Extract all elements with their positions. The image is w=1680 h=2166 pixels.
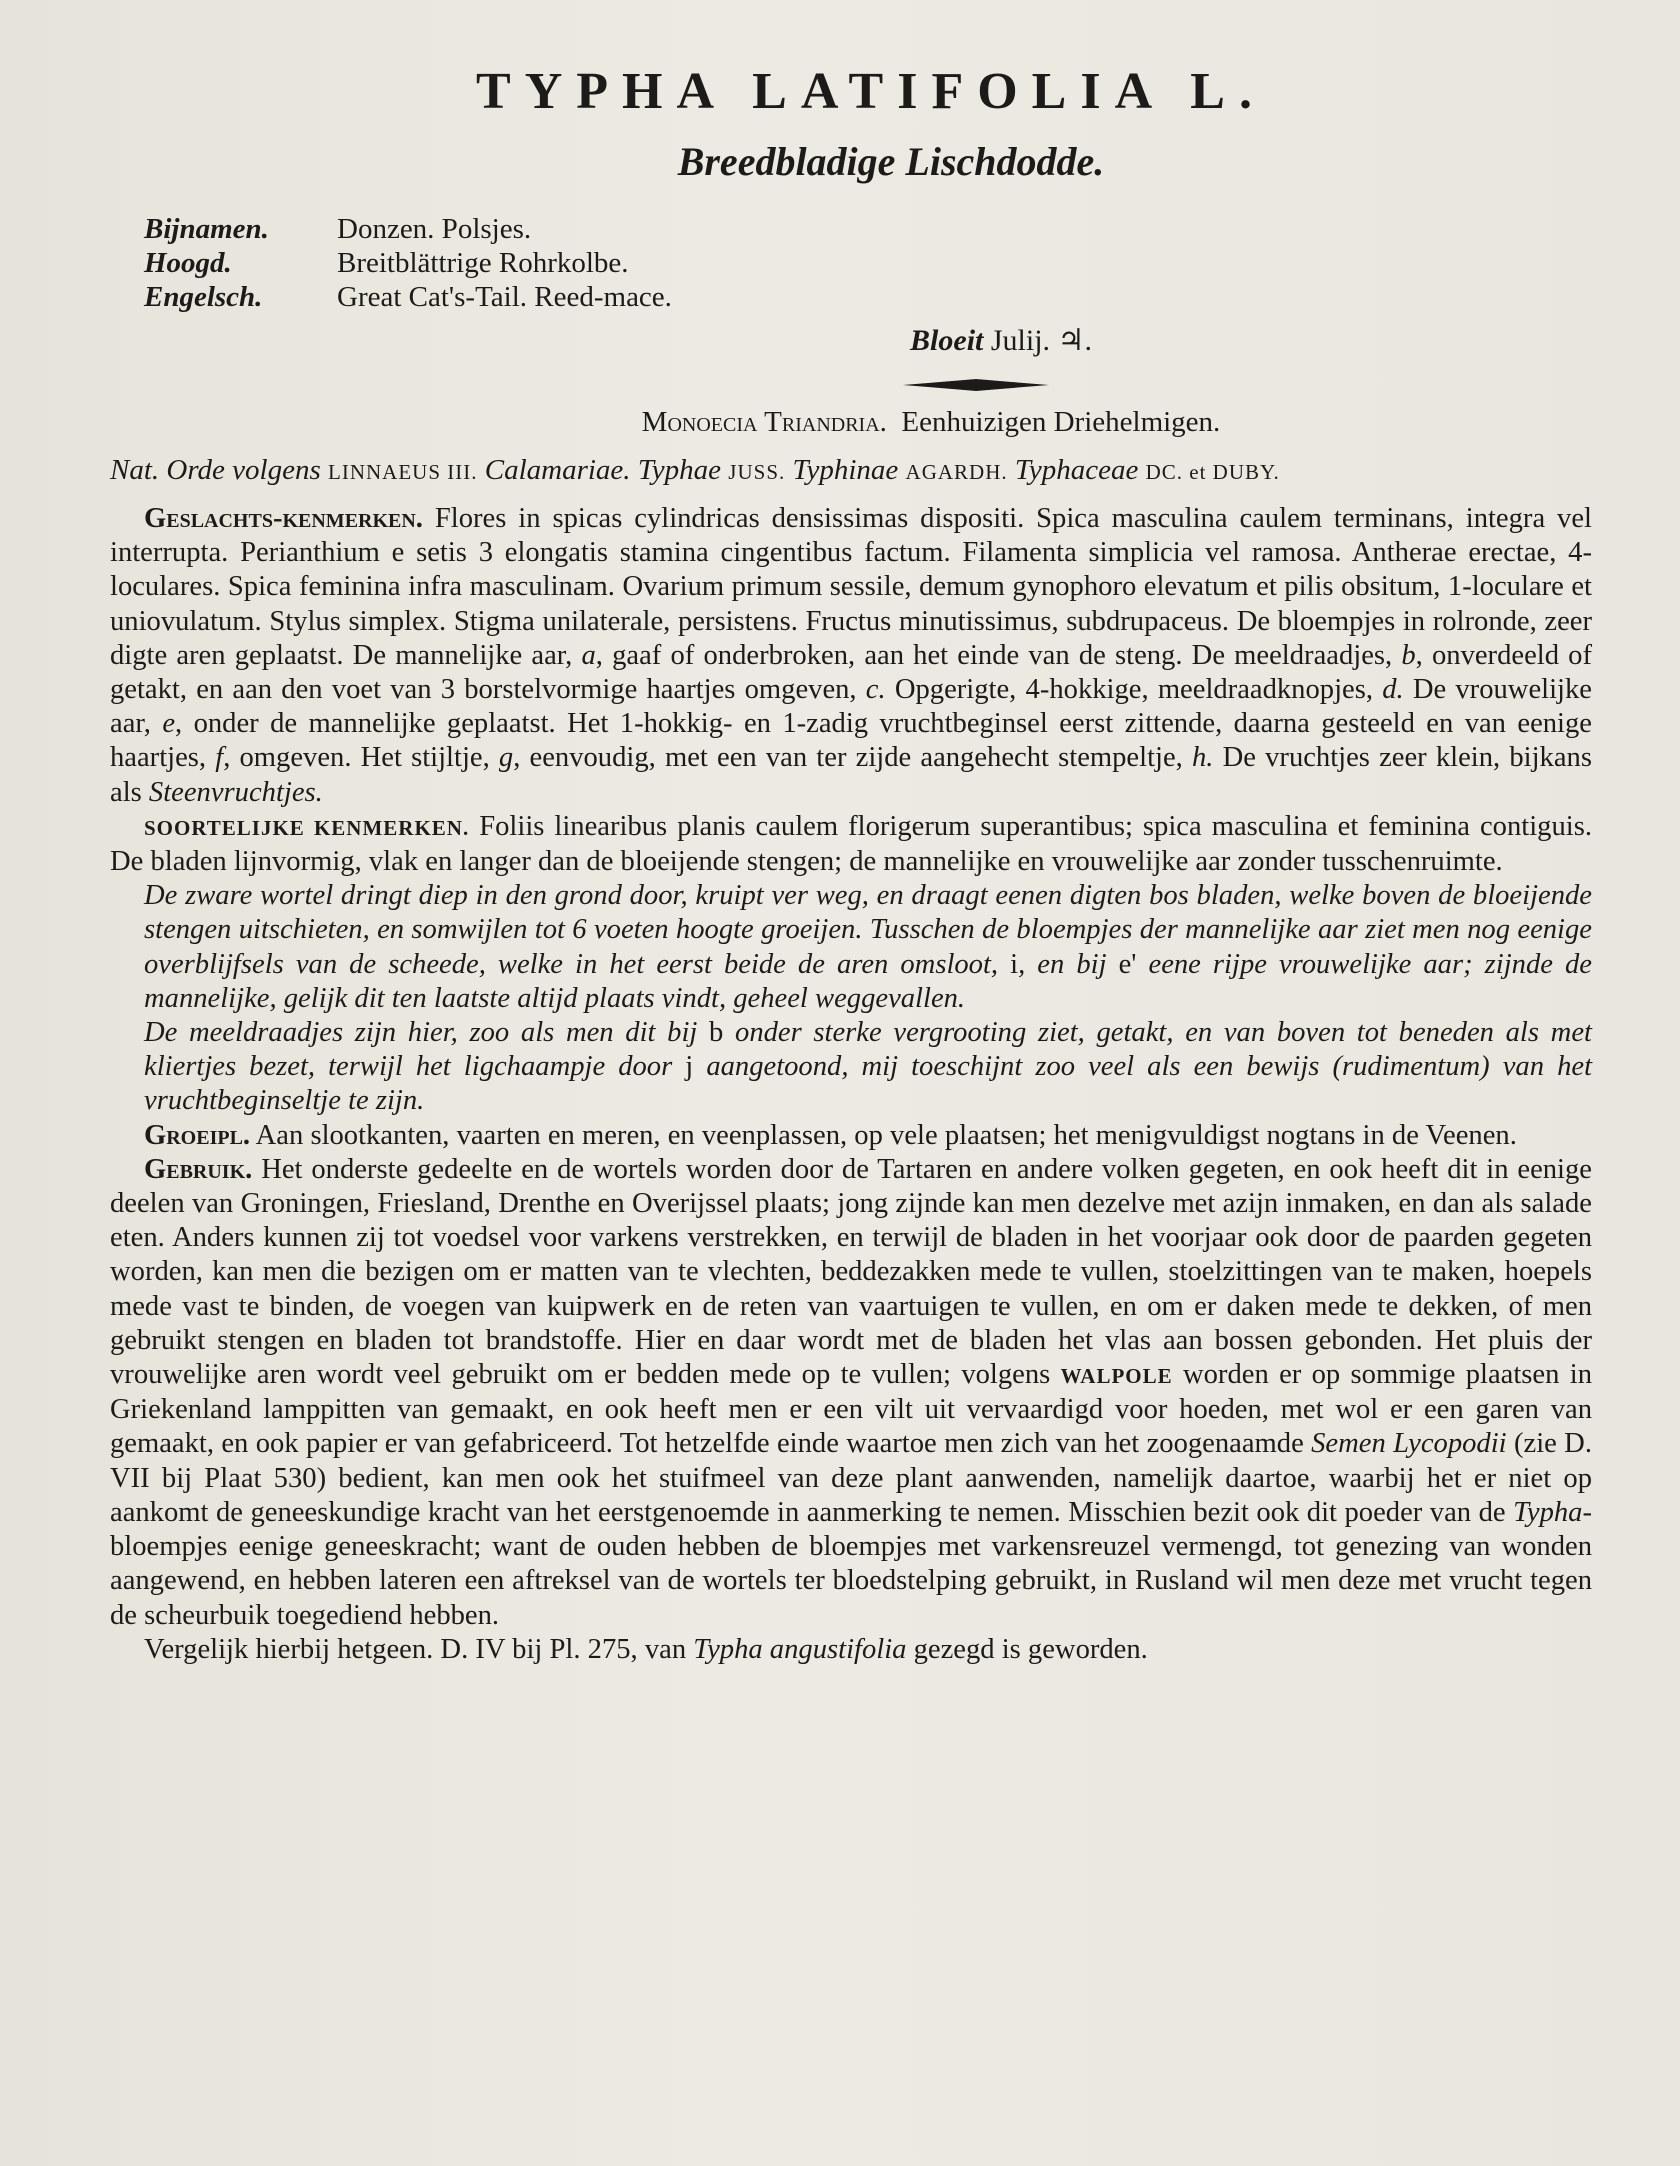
term: Typha angustifolia <box>693 1633 907 1665</box>
natural-order <box>110 450 1592 492</box>
text-run: , en bij <box>1018 948 1107 980</box>
page-subtitle: Breedbladige Lischdodde. <box>677 139 1105 184</box>
figure-ref: h. <box>1191 742 1214 774</box>
text-run: onder sterke vergrooting ziet, getakt, en van boven tot beneden als met kliertjes bezet, terwijl het ligchaampje door <box>144 1017 1592 1083</box>
text-run: (zie D. VII bij Plaat 530) bedient, kan men ook het stuifmeel van deze plant aanwenden, namelijk daartoe, waarbij het er niet op aankomt de geneeskundige kracht van het eerstgenoemde in aanmerking te nemen. Misschien bezit ook dit poeder van de <box>110 1428 1592 1528</box>
text-run: De vrouwelijke aar, <box>110 674 1592 740</box>
text-run: De vruchtjes zeer klein, bijkans als <box>110 742 1592 808</box>
page-title: TYPHA LATIFOLIA L. <box>476 63 1266 120</box>
flowering-label: Bloeit <box>910 324 984 357</box>
figure-ref: b <box>1401 639 1416 671</box>
name-value: Donzen. Polsjes. <box>337 213 532 245</box>
flowering <box>110 322 1592 360</box>
figure-ref: i <box>1010 948 1019 980</box>
text-run: aangetoond, mij toeschijnt zoo veel als een bewijs (rudimentum) van het vruchtbeginseltje te zijn. <box>144 1051 1593 1117</box>
name-value: Breitblättrige Rohrkolbe. <box>337 247 629 279</box>
name-value: Great Cat's-Tail. Reed-mace. <box>337 281 672 313</box>
taxon: Typhinae <box>792 454 899 486</box>
figure-ref: d. <box>1382 674 1404 706</box>
nat-order-prefix: Nat. Orde volgens <box>110 454 321 486</box>
figure-ref: e' <box>1118 948 1137 980</box>
habitat <box>110 1119 1592 1153</box>
species-characters <box>110 810 1592 879</box>
name-label: Engelsch. <box>144 281 263 313</box>
vernacular-names <box>144 212 1592 314</box>
figure-ref: c. <box>865 674 886 706</box>
figure-ref: j <box>685 1051 694 1083</box>
text-run: Opgerigte, 4-hokkige, meeldraadknopjes, <box>894 674 1373 706</box>
classification-latin: Monoecia Triandria. <box>641 406 887 438</box>
ornament-icon <box>901 378 1051 392</box>
term: Semen Lycopodii <box>1311 1428 1507 1460</box>
cross-reference <box>110 1633 1592 1667</box>
text-run: Het onderste gedeelte en de wortels worden door de Tartaren en andere volken gegeten, en ook heeft dit in eenige deelen van Groningen, Friesland, Drenthe en Overijssel plaats; jong zijnde kan men dezelve met azijn inmaken, en dan als salade eten. Anders kunnen zij tot voedsel voor varkens verstrekken, en terwijl de bladen in het voorjaar ook door de paarden gegeten worden, kan men die bezigen om er matten van te vlechten, beddezakken mede te vullen, stoelzittingen van te maken, hoepels mede vast te binden, de voegen van kuipwerk en de reten van vaartuigen te vullen, en om er daken mede te dekken, of men gebruikt stengen en bladen tot brandstoffe. Hier en daar wordt met de bladen het vlas aan bossen gebonden. Het pluis der vrouwelijke aren wordt veel gebruikt om er bedden mede op te vullen; volgens <box>110 1153 1592 1391</box>
section-header: Groeipl. <box>144 1119 251 1151</box>
author-name: WALPOLE <box>1060 1364 1173 1389</box>
text-run: eene rijpe vrouwelijke aar; zijnde de mannelijke, gelijk dit ten laatste altijd plaats vindt, geheel weggevallen. <box>144 948 1593 1014</box>
name-label: Hoogd. <box>144 247 232 279</box>
classification <box>110 402 1592 442</box>
figure-ref: g <box>498 742 514 774</box>
figure-ref: f <box>215 742 224 774</box>
section-header: Geslachts-kenmerken. <box>144 503 423 534</box>
name-row <box>144 280 1592 314</box>
text-run: De zware wortel dringt diep in den grond door, kruipt ver weg, en draagt eenen digten bos bladen, welke boven de bloeijende stengen uitschieten, en somwijlen tot 6 voeten hoogte groeijen. Tusschen de bloempjes der mannelijke aar ziet men nog eenige overblijfsels van de scheede, welke in het eerst beide de aren omsloot, <box>144 880 1592 980</box>
figure-ref: b <box>709 1017 724 1049</box>
text-run: worden er op sommige plaatsen in Griekenland lamppitten van gemaakt, en ook heeft men er een vilt uit vervaardigd voor hoeden, met wol er een garen van gemaakt, en ook papier er van gefabriceerd. Tot hetzelfde einde waartoe men zich van het zoogenaamde <box>110 1359 1592 1460</box>
figure-ref: e <box>162 708 176 740</box>
genus-characters <box>110 502 1592 810</box>
classification-dutch: Eenhuizigen Driehelmigen. <box>901 406 1221 438</box>
name-row <box>144 212 1592 246</box>
name-row <box>144 246 1592 280</box>
taxon: Typhae <box>637 454 722 486</box>
usage <box>110 1153 1592 1633</box>
authority: LINNAEUS III. <box>328 460 478 484</box>
term: Typha <box>1513 1496 1583 1528</box>
text-run: , omgeven. Het stijltje, <box>223 742 490 774</box>
text-run: Aan slootkanten, vaarten en meren, en veenplassen, op vele plaatsen; het menigvuldigst nogtans in de Veenen. <box>255 1119 1517 1151</box>
flowering-value: Julij. ♃. <box>990 324 1092 357</box>
name-label: Bijnamen. <box>144 213 269 245</box>
text-run: gezegd is geworden. <box>913 1633 1148 1665</box>
taxon: Calamariae. <box>484 454 631 486</box>
text-run: -bloempjes eenige geneeskracht; want de ouden hebben de bloempjes met varkensreuzel vermengd, tot genezing van wonden aangewend, en hebben lateren een aftreksel van de wortels ter bloedstelping gebruikt, in Rusland wil men deze met vrucht tegen de scheurbuik toegediend hebben. <box>110 1496 1592 1631</box>
text-run: , onverdeeld of getakt, en aan den voet van 3 borstelvormige haartjes omgeven, <box>110 639 1592 706</box>
text-run: Foliis linearibus planis caulem florigerum superantibus; spica masculina et feminina contiguis. De bladen lijnvormig, vlak en langer dan de bloeijende stengen; de mannelijke en vrouwelijke aar zonder tusschenruimte. <box>110 810 1592 878</box>
authority: AGARDH. <box>905 460 1008 484</box>
italic-note <box>144 1016 1592 1119</box>
term: Steenvruchtjes. <box>148 776 323 808</box>
italic-note <box>144 879 1592 1016</box>
authority: JUSS. <box>728 460 786 484</box>
body-text <box>110 502 1592 1667</box>
ornament-divider <box>110 378 1592 392</box>
taxon: Typhaceae <box>1014 454 1139 486</box>
section-header: SOORTELIJKE KENMERKEN. <box>144 815 470 840</box>
section-header: Gebruik. <box>144 1153 253 1185</box>
text-run: , gaaf of onderbroken, aan het einde van de steng. De meeldraadjes, <box>595 639 1393 671</box>
text-run: Flores in spicas cylindricas densissimas dispositi. Spica masculina caulem terminans, integra vel interrupta. Perianthium e setis 3 elongatis stamina cingentibus factum. Filamenta simplicia vel ramosa. Antherae erectae, 4-loculares. Spica feminina infra masculinam. Ovarium primum sessile, demum gynophoro elevatum et pilis obsitum, 1-loculare et uniovulatum. Stylus simplex. Stigma unilaterale, persistens. Fructus minutissimus, subdrupaceus. De bloempjes in rolronde, zeer digte aren geplaatst. De mannelijke aar, <box>110 503 1592 671</box>
text-run: Vergelijk hierbij hetgeen. D. IV bij Pl. 275, van <box>144 1633 687 1665</box>
text-run: , eenvoudig, met een van ter zijde aangehecht stempeltje, <box>513 742 1183 774</box>
figure-ref: a <box>581 639 596 671</box>
text-run: De meeldraadjes zijn hier, zoo als men dit bij <box>144 1017 698 1049</box>
text-run: , onder de mannelijke geplaatst. Het 1-hokkig- en 1-zadig vruchtbeginsel eerst zittende, daarna gesteeld en van eenige haartjes, <box>110 708 1592 774</box>
authority: DC. et DUBY. <box>1145 460 1280 484</box>
